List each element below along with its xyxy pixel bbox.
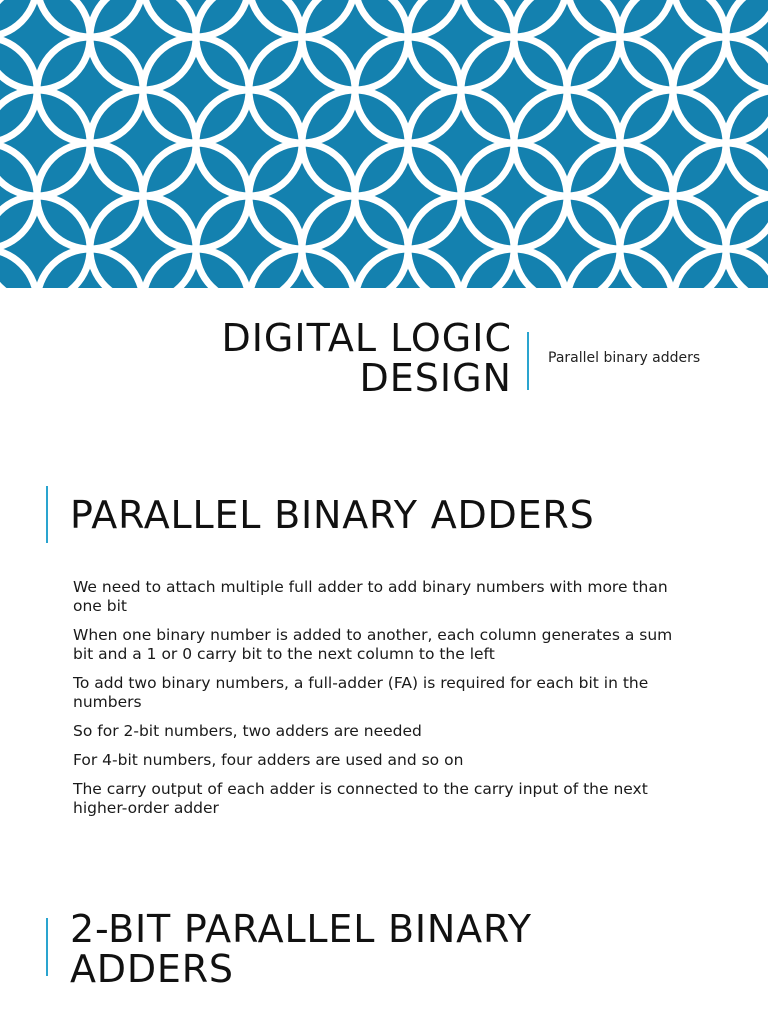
section-title: 2-BIT PARALLEL BINARY ADDERS <box>70 907 532 991</box>
list-item: So for 2-bit numbers, two adders are needed <box>73 722 422 740</box>
slide-title: DIGITAL LOGIC DESIGN <box>221 316 512 400</box>
title-block <box>0 318 768 398</box>
list-item: The carry output of each adder is connected to the carry input of the next higher-order adder <box>73 780 648 817</box>
header-banner <box>0 0 768 288</box>
list-item: When one binary number is added to another, each column generates a sum bit and a 1 or 0 carry bit to the next column to the left <box>73 626 673 663</box>
title-divider <box>527 332 529 390</box>
section-accent-bar <box>46 918 48 976</box>
list-item: For 4-bit numbers, four adders are used and so on <box>73 751 464 769</box>
bullet-list <box>73 578 683 828</box>
list-item: To add two binary numbers, a full-adder (FA) is required for each bit in the numbers <box>73 674 649 711</box>
slide-subtitle: Parallel binary adders <box>548 350 701 366</box>
section-title: PARALLEL BINARY ADDERS <box>70 493 595 537</box>
list-item: We need to attach multiple full adder to add binary numbers with more than one bit <box>73 578 668 615</box>
section-accent-bar <box>46 486 48 543</box>
interlocking-circles-pattern-icon <box>0 0 768 288</box>
